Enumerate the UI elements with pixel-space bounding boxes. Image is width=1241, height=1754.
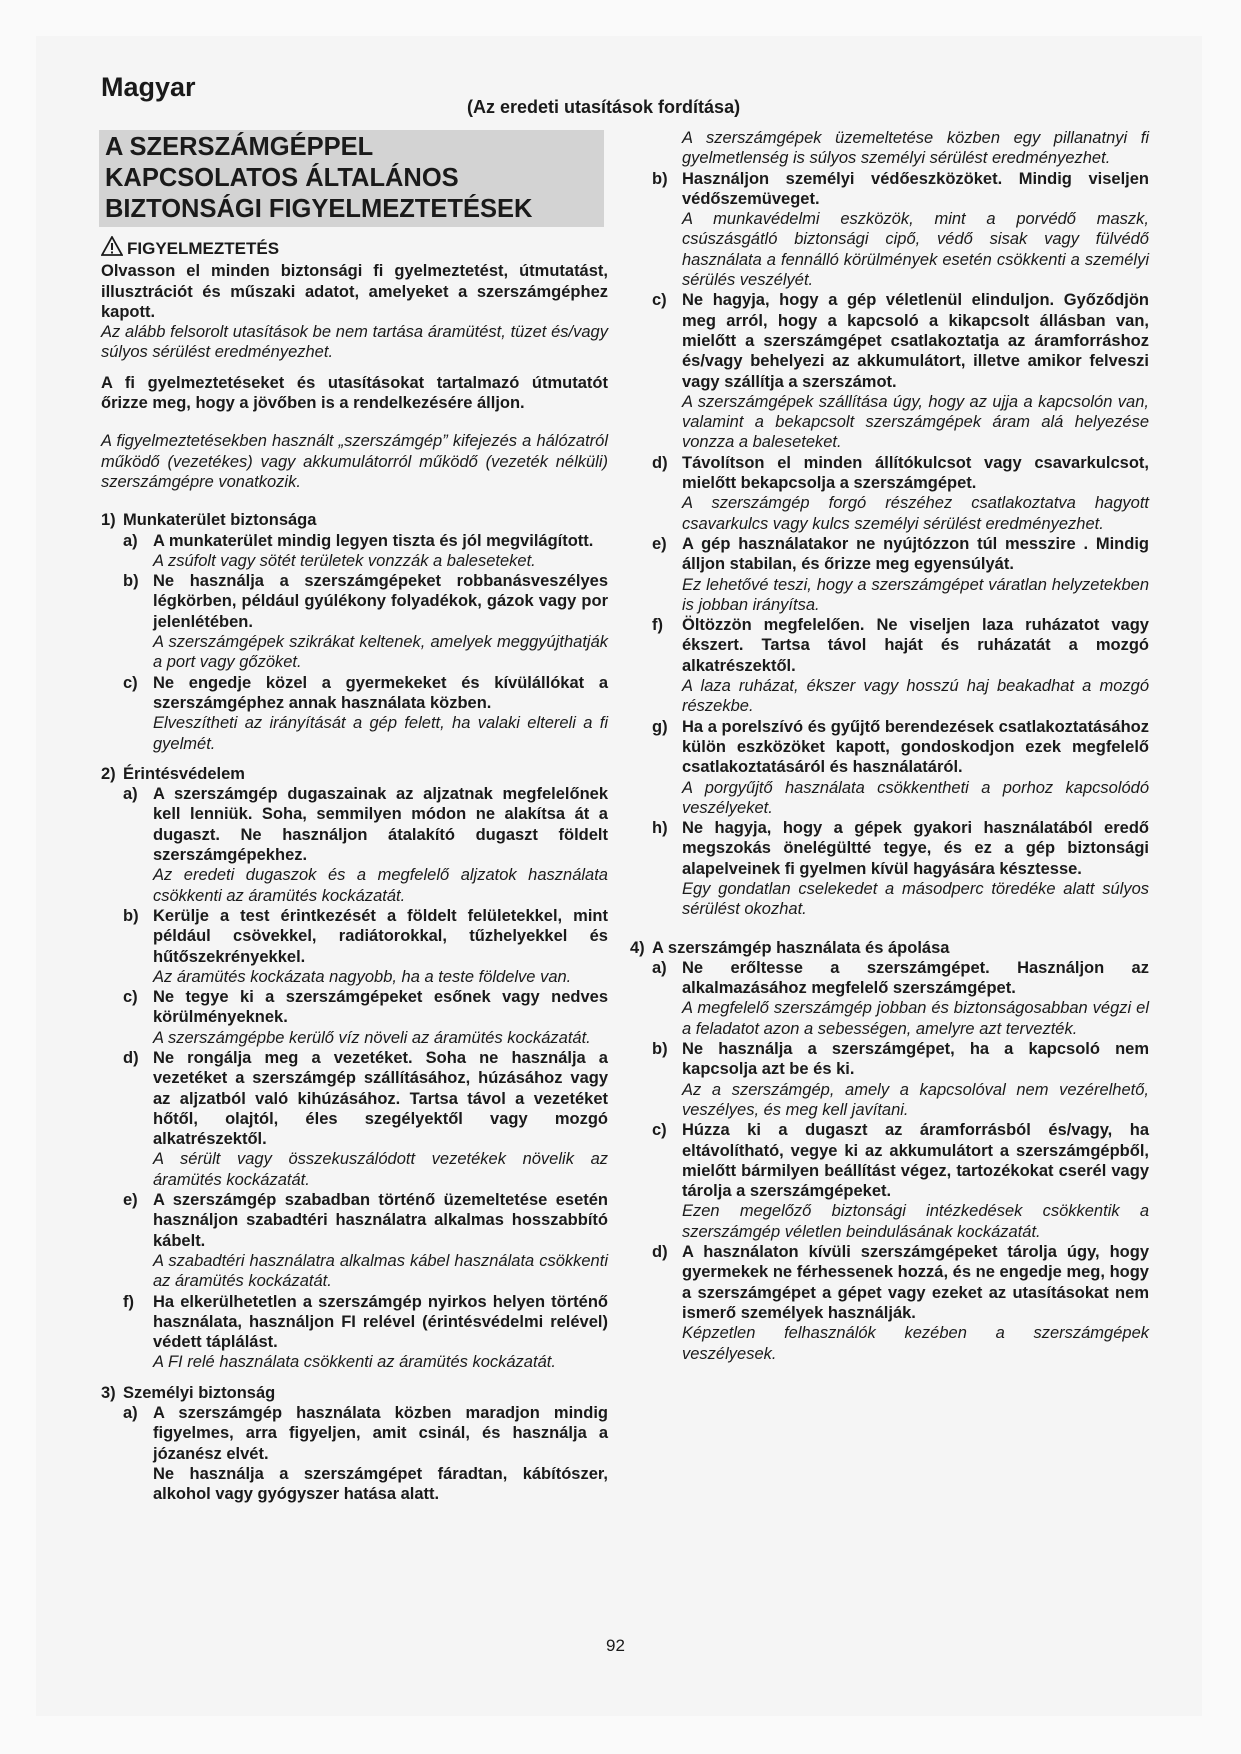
item-label: a) [123,531,138,550]
warning-text: Olvasson el minden biztonsági fi gyelmeztetést, útmutatást, illusztrációt és műszaki adatot, amelyeket a szerszámgéphez kapott. [101,262,608,321]
item-text: Ne használja a szerszámgépeket robbanásveszélyes légkörben, például gyúlékony folyadékok, gázok vagy por jelenlétében. [153,572,608,631]
list-item [652,615,1149,716]
item-text: Ha a porelszívó és gyűjtő berendezések csatlakoztatásához külön eszközöket kapott, gondoskodjon ezek megfelelő csatlakoztatásáról és használatáról. [682,717,1149,777]
item-text: A szerszámgép dugaszainak az aljzatnak megfelelőnek kell lenniük. Soha, semmilyen módon ne alakítsa át a dugaszt. Ne használjon átalakító dugaszt földelt szerszámgépekhez. [153,785,608,865]
list-item [652,453,1149,534]
list-item [123,531,608,572]
item-text: A szerszámgép használata közben maradjon mindig figyelmes, arra figyeljen, amit csinál, és használja a józanész elvét. [153,1404,608,1463]
list-item [652,1242,1149,1364]
list-item [123,1292,608,1373]
list-item [123,906,608,987]
keep-instructions-text: A fi gyelmeztetéseket és utasításokat tartalmazó útmutatót őrizze meg, hogy a jövőben is a rendelkezésére álljon. [101,373,608,413]
item-label: c) [652,291,667,310]
section-2 [101,764,608,1373]
list-item [652,958,1149,1039]
item-note: A szerszámgépek szállítása úgy, hogy az ujja a kapcsolón van, valamint a bekapcsolt szerszámgépek áram alá helyezése vonzza a baleseteket. [682,392,1149,452]
item-note: Az eredeti dugaszok és a megfelelő aljzatok használata csökkenti az áramütés kockázatát. [153,866,608,905]
list-item [123,784,608,906]
item-label: a) [123,1404,138,1423]
section-title: A szerszámgép használata és ápolása [652,938,950,957]
section-title: Érintésvédelem [123,764,245,783]
item-label: e) [652,534,667,553]
item-note: A sérült vagy összekuszálódott vezetékek növelik az áramütés kockázatát. [153,1150,608,1189]
left-column [101,236,608,1505]
section-number: 1) [101,511,116,530]
list-item [652,717,1149,818]
item-text: Kerülje a test érintkezését a földelt felületekkel, mint például csövekkel, radiátorokkal, tűzhelyekkel és hűtőszekrényekkel. [153,906,608,966]
item-label: e) [123,1191,138,1210]
item-label: h) [652,819,668,838]
translation-subtitle: (Az eredeti utasítások fordítása) [467,97,741,117]
item-note: A zsúfolt vagy sötét területek vonzzák a baleseteket. [153,551,536,570]
item-note: Elveszítheti az irányítását a gép felett, ha valaki eltereli a fi gyelmét. [153,714,608,753]
list-item [652,1120,1149,1242]
item-note: A szerszámgépek szikrákat keltenek, amelyek meggyújthatják a port vagy gőzöket. [153,633,608,672]
item-note: Az áramütés kockázata nagyobb, ha a teste földelve van. [153,967,572,986]
list-item [123,673,608,754]
item-note: A szerszámgép forgó részéhez csatlakoztatva hagyott csavarkulcs vagy kulcs személyi sérülést eredményezhet. [682,494,1149,533]
title-line: BIZTONSÁGI FIGYELMEZTETÉSEK [105,195,533,223]
item-text: A szerszámgép szabadban történő üzemeltetése esetén használjon szabadtéri használatra alkalmas hosszabbító kábelt. [153,1191,608,1250]
item-note: A szerszámgépek üzemeltetése közben egy pillanatnyi fi gyelmetlenség is súlyos személyi sérülést eredményezhet. [682,129,1149,168]
item-note: A FI relé használata csökkenti az áramütés kockázatát. [153,1353,556,1372]
item-label: c) [652,1121,667,1140]
section-number: 3) [101,1383,116,1402]
item-text: Ne engedje közel a gyermekeket és kívülállókat a szerszámgéphez annak használata közben. [153,673,608,712]
title-line: A SZERSZÁMGÉPPEL [105,133,374,161]
warning-heading [101,236,608,261]
warning-triangle-icon [101,236,123,261]
item-label: b) [652,169,668,188]
item-note: Képzetlen felhasználók kezében a szerszámgépek veszélyesek. [682,1324,1149,1363]
item-text: A gép használatakor ne nyújtózzon túl messzire . Mindig álljon stabilan, és őrizze meg egyensúlyát. [682,534,1149,574]
item-text: Használjon személyi védőeszközöket. Mindig viseljen védőszemüveget. [682,169,1149,208]
section-number: 2) [101,764,116,783]
list-item [123,987,608,1048]
item-note: Egy gondatlan cselekedet a másodperc töredéke alatt súlyos sérülést okozhat. [682,879,1149,919]
item-label: c) [123,988,138,1007]
item-text: A munkaterület mindig legyen tiszta és jól megvilágított. [153,531,594,550]
item-label: g) [652,717,668,736]
list-item [652,818,1149,919]
item-label: a) [123,785,138,804]
item-text: Ne használja a szerszámgépet fáradtan, kábítószer, alkohol vagy gyógyszer hatása alatt. [153,1464,608,1504]
warning-label: FIGYELMEZTETÉS [127,238,280,258]
section-title: Személyi biztonság [123,1383,276,1402]
item-text: Ne hagyja, hogy a gép véletlenül elinduljon. Győződjön meg arról, hogy a kapcsoló a kikapcsolt állásban van, mielőtt a szerszámgépet csatlakoztatja az áramforráshoz és/vagy behelyezi az akkumulátort, illetve amikor felveszi vagy szállítja a szerszámot. [682,291,1149,391]
item-note: A szabadtéri használatra alkalmas kábel használata csökkenti az áramütés kockázatát. [153,1251,608,1291]
item-text: Ha elkerülhetetlen a szerszámgép nyirkos helyen történő használata, használjon FI relével (érintésvédelmi relével) védett táplálást. [153,1292,608,1352]
item-note: Az a szerszámgép, amely a kapcsolóval nem vezérelhető, veszélyes, és meg kell javítani. [682,1080,1149,1119]
section-4 [630,938,1149,1364]
item-text: Ne rongálja meg a vezetéket. Soha ne használja a vezetéket a szerszámgép szállításához, húzásához vagy az aljzatból való kihúzásához. Tartsa távol a vezetéket hőtől, olajtól, éles szegélyektől vagy mozgó alkatrészektől. [153,1048,608,1149]
item-text: Ne hagyja, hogy a gépek gyakori használatából eredő megszokás önelégültté tegye, és ez a gép biztonsági alapelveinek fi gyelmen kívül hagyására késztesse. [682,819,1149,878]
title-line: KAPCSOLATOS ÁLTALÁNOS [105,164,459,192]
list-item [123,1190,608,1291]
title-box [99,130,604,227]
item-label: b) [652,1040,668,1059]
definition-note: A figyelmeztetésekben használt „szerszámgép” kifejezés a hálózatról működő (vezetékes) vagy akkumulátorról működő (vezeték nélküli) szerszámgépre vonatkozik. [101,432,608,491]
list-item [123,1048,608,1190]
item-note: A szerszámgépbe kerülő víz növeli az áramütés kockázatát. [153,1028,591,1047]
list-item [652,1039,1149,1120]
item-note: Ezen megelőző biztonsági intézkedések csökkentik a szerszámgép véletlen beindulásának kockázatát. [682,1202,1149,1241]
item-label: a) [652,958,667,977]
item-note: A megfelelő szerszámgép jobban és biztonságosabban végzi el a feladatot azon a sebességen, amelyre azt tervezték. [682,999,1149,1038]
item-note: Ez lehetővé teszi, hogy a szerszámgépet váratlan helyzetekben is jobban irányítsa. [682,575,1149,614]
list-item [652,169,1149,291]
item-label: d) [123,1048,139,1067]
right-column [630,128,1149,1364]
item-label: b) [123,572,139,591]
section-title: Munkaterület biztonsága [123,511,317,530]
item-note: A laza ruházat, ékszer vagy hosszú haj beakadhat a mozgó részekbe. [682,677,1149,716]
item-note: A porgyűjtő használata csökkentheti a porhoz kapcsolódó veszélyeket. [682,778,1149,817]
item-text: Ne használja a szerszámgépet, ha a kapcsoló nem kapcsolja azt be és ki. [682,1040,1149,1079]
warning-note: Az alább felsorolt utasítások be nem tartása áramütést, tüzet és/vagy súlyos sérülést eredményezhet. [101,323,608,362]
section-number: 4) [630,938,645,957]
item-label: d) [652,1243,668,1262]
list-item [123,1403,608,1504]
item-text: Öltözzön megfelelően. Ne viseljen laza ruházatot vagy ékszert. Tartsa távol haját és ruházatát a mozgó alkatrészektől. [682,616,1149,675]
item-label: b) [123,906,139,925]
section-1 [101,510,608,754]
item-label: f) [652,616,663,635]
page-number: 92 [606,1636,625,1655]
list-item [652,534,1149,615]
item-text: Húzza ki a dugaszt az áramforrásból és/vagy, ha eltávolítható, vegye ki az akkumulátort a szerszámgépből, mielőtt bármilyen beállítást végez, tartozékokat cserél vagy tárolja a szerszámgépeket. [682,1121,1149,1201]
list-item [652,290,1149,452]
item-note: A munkavédelmi eszközök, mint a porvédő maszk, csúszásgátló biztonsági cipő, védő sisak vagy fülvédő használata a fennálló körülmények esetén csökkenti a személyi sérülés veszélyét. [682,210,1149,290]
list-item [123,571,608,672]
item-text: Távolítson el minden állítókulcsot vagy csavarkulcsot, mielőtt bekapcsolja a szerszámgépet. [682,453,1149,493]
section-3 [101,1383,608,1505]
item-text: Ne tegye ki a szerszámgépeket esőnek vagy nedves körülményeknek. [153,988,608,1027]
item-text: Ne erőltesse a szerszámgépet. Használjon az alkalmazásához megfelelő szerszámgépet. [682,958,1149,998]
language-heading: Magyar [101,72,196,102]
item-text: A használaton kívüli szerszámgépeket tárolja úgy, hogy gyermekek ne férhessenek hozzá, és ne engedje meg, hogy a szerszámgépet a gépet vagy ezeket az utasításokat nem ismerő személyek használják. [682,1243,1149,1322]
item-label: c) [123,673,138,692]
item-label: d) [652,453,668,472]
item-label: f) [123,1292,134,1311]
